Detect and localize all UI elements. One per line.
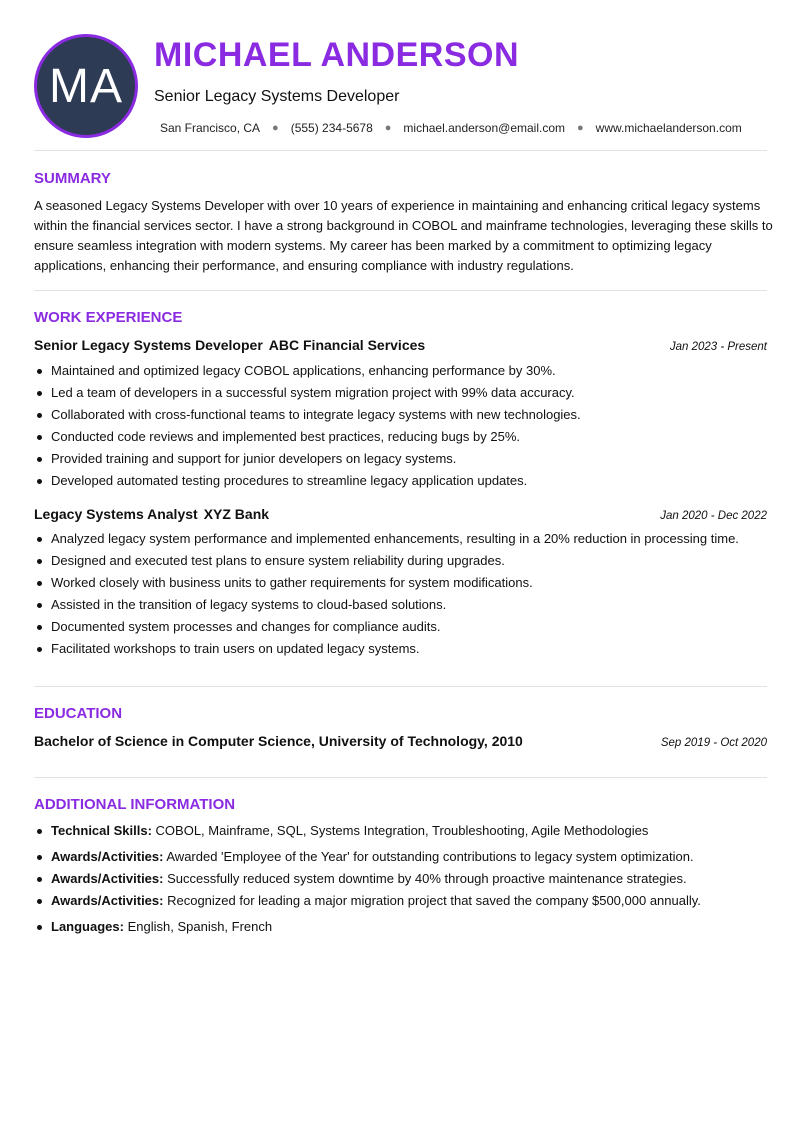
separator-dot-icon: ● xyxy=(384,122,392,134)
list-item: Facilitated workshops to train users on updated legacy systems. xyxy=(34,638,774,660)
list-item xyxy=(34,871,687,886)
list-item xyxy=(34,919,272,934)
info-label: Awards/Activities: xyxy=(51,893,164,908)
contact-website[interactable]: www.michaelanderson.com xyxy=(595,121,742,135)
education-entry xyxy=(34,733,767,749)
work-experience-heading: WORK EXPERIENCE xyxy=(34,309,183,326)
list-item: Led a team of developers in a successful system migration project with 99% data accuracy. xyxy=(34,382,774,404)
job-title-line xyxy=(34,506,269,522)
list-item: Maintained and optimized legacy COBOL applications, enhancing performance by 30%. xyxy=(34,360,774,382)
job-bullets xyxy=(34,528,774,660)
info-value: Awarded 'Employee of the Year' for outstanding contributions to legacy system optimization. xyxy=(166,849,694,864)
education-heading: EDUCATION xyxy=(34,705,123,722)
divider xyxy=(34,290,767,291)
summary-heading: SUMMARY xyxy=(34,170,111,187)
contact-phone: (555) 234-5678 xyxy=(290,121,373,135)
list-item: Conducted code reviews and implemented best practices, reducing bugs by 25%. xyxy=(34,426,774,448)
list-item: Provided training and support for junior developers on legacy systems. xyxy=(34,448,774,470)
candidate-name: MICHAEL ANDERSON xyxy=(154,36,520,74)
separator-dot-icon: ● xyxy=(577,122,584,134)
list-item xyxy=(34,823,648,838)
job-header xyxy=(34,337,767,353)
job-company: ABC Financial Services xyxy=(268,337,426,353)
info-label: Awards/Activities: xyxy=(51,849,164,864)
list-item: Developed automated testing procedures to streamline legacy application updates. xyxy=(34,470,774,492)
divider xyxy=(34,686,767,687)
info-label: Languages: xyxy=(51,919,124,934)
info-label: Technical Skills: xyxy=(51,823,152,838)
job-title: Senior Legacy Systems Developer xyxy=(34,337,263,353)
job-title: Legacy Systems Analyst xyxy=(34,506,198,522)
avatar-initials: MA xyxy=(49,59,123,113)
info-value: Recognized for leading a major migration project that saved the company $500,000 annually. xyxy=(167,893,701,908)
job-dates: Jan 2023 - Present xyxy=(669,341,767,353)
job-header xyxy=(34,506,767,522)
education-degree: Bachelor of Science in Computer Science, University of Technology, 2010 xyxy=(34,733,523,749)
contact-email[interactable]: michael.anderson@email.com xyxy=(403,121,566,135)
list-item: Worked closely with business units to gather requirements for system modifications. xyxy=(34,572,774,594)
list-item: Collaborated with cross-functional teams to integrate legacy systems with new technologies. xyxy=(34,404,774,426)
contact-location: San Francisco, CA xyxy=(160,121,261,135)
list-item xyxy=(34,849,694,864)
list-item: Assisted in the transition of legacy systems to cloud-based solutions. xyxy=(34,594,774,616)
summary-text: A seasoned Legacy Systems Developer with over 10 years of experience in maintaining and enhancing critical legacy systems within the financial services sector. I have a strong background in COBOL and mainframe technologies, leveraging these skills to ensure seamless integration with modern systems. My career has been marked by a commitment to optimizing legacy applications, enhancing their performance, and ensuring compliance with industry regulations. xyxy=(34,198,773,273)
list-item: Designed and executed test plans to ensure system reliability during upgrades. xyxy=(34,550,774,572)
info-value: English, Spanish, French xyxy=(127,919,273,934)
job-company: XYZ Bank xyxy=(203,506,270,522)
contact-line xyxy=(160,121,742,135)
avatar xyxy=(34,34,138,138)
additional-information-heading: ADDITIONAL INFORMATION xyxy=(34,796,236,813)
info-value: COBOL, Mainframe, SQL, Systems Integration, Troubleshooting, Agile Methodologies xyxy=(155,823,649,838)
list-item: Analyzed legacy system performance and implemented enhancements, resulting in a 20% reduction in processing time. xyxy=(34,528,774,550)
divider xyxy=(34,777,767,778)
education-dates: Sep 2019 - Oct 2020 xyxy=(660,737,767,749)
divider xyxy=(34,150,767,151)
job-bullets xyxy=(34,360,774,492)
job-dates: Jan 2020 - Dec 2022 xyxy=(660,510,767,522)
separator-dot-icon: ● xyxy=(272,122,279,134)
info-label: Awards/Activities: xyxy=(51,871,164,886)
candidate-title: Senior Legacy Systems Developer xyxy=(154,88,400,105)
info-value: Successfully reduced system downtime by 40% through proactive maintenance strategies. xyxy=(167,871,687,886)
list-item xyxy=(34,893,701,908)
list-item: Documented system processes and changes for compliance audits. xyxy=(34,616,774,638)
job-title-line xyxy=(34,337,425,353)
